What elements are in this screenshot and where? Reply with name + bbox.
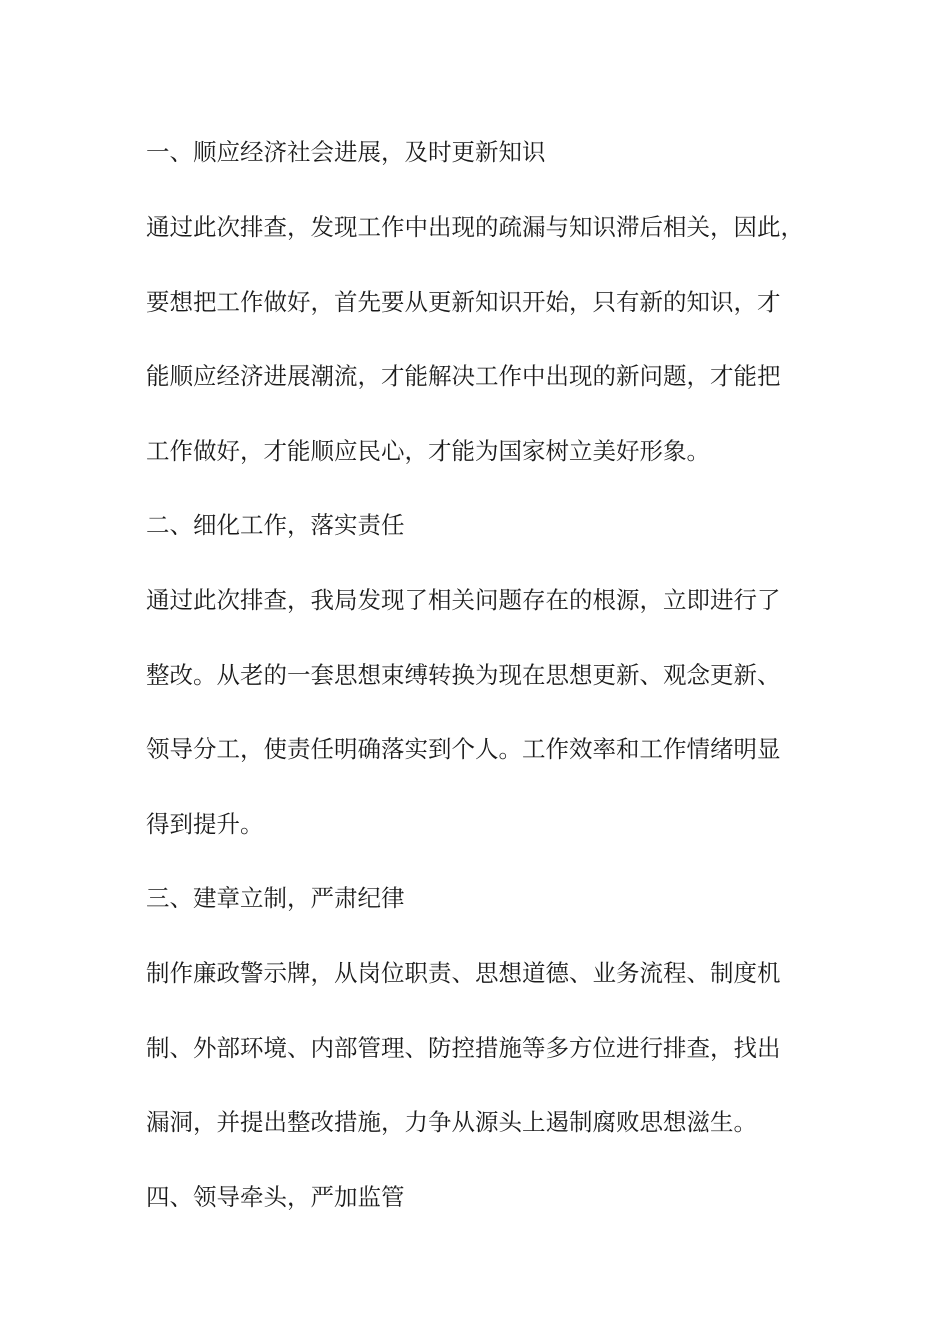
paragraph-line: 漏洞，并提出整改措施，力争从源头上遏制腐败思想滋生。 (146, 1108, 757, 1136)
section-heading-1: 一、顺应经济社会进展，及时更新知识 (146, 138, 546, 166)
paragraph-line: 能顺应经济进展潮流，才能解决工作中出现的新问题，才能把 (146, 362, 781, 390)
paragraph-line: 制、外部环境、内部管理、防控措施等多方位进行排查，找出 (146, 1034, 781, 1062)
paragraph-line: 通过此次排查，我局发现了相关问题存在的根源，立即进行了 (146, 586, 781, 614)
paragraph-line: 通过此次排查，发现工作中出现的疏漏与知识滞后相关，因此， (146, 213, 804, 241)
paragraph-line: 领导分工，使责任明确落实到个人。工作效率和工作情绪明显 (146, 735, 781, 763)
paragraph-line: 要想把工作做好，首先要从更新知识开始，只有新的知识，才 (146, 288, 781, 316)
paragraph-line: 制作廉政警示牌，从岗位职责、思想道德、业务流程、制度机 (146, 959, 781, 987)
section-heading-4: 四、领导牵头，严加监管 (146, 1183, 405, 1211)
paragraph-line: 工作做好，才能顺应民心，才能为国家树立美好形象。 (146, 437, 710, 465)
section-heading-2: 二、细化工作，落实责任 (146, 511, 405, 539)
paragraph-line: 整改。从老的一套思想束缚转换为现在思想更新、观念更新、 (146, 661, 781, 689)
paragraph-line: 得到提升。 (146, 810, 264, 838)
section-heading-3: 三、建章立制，严肃纪律 (146, 884, 405, 912)
